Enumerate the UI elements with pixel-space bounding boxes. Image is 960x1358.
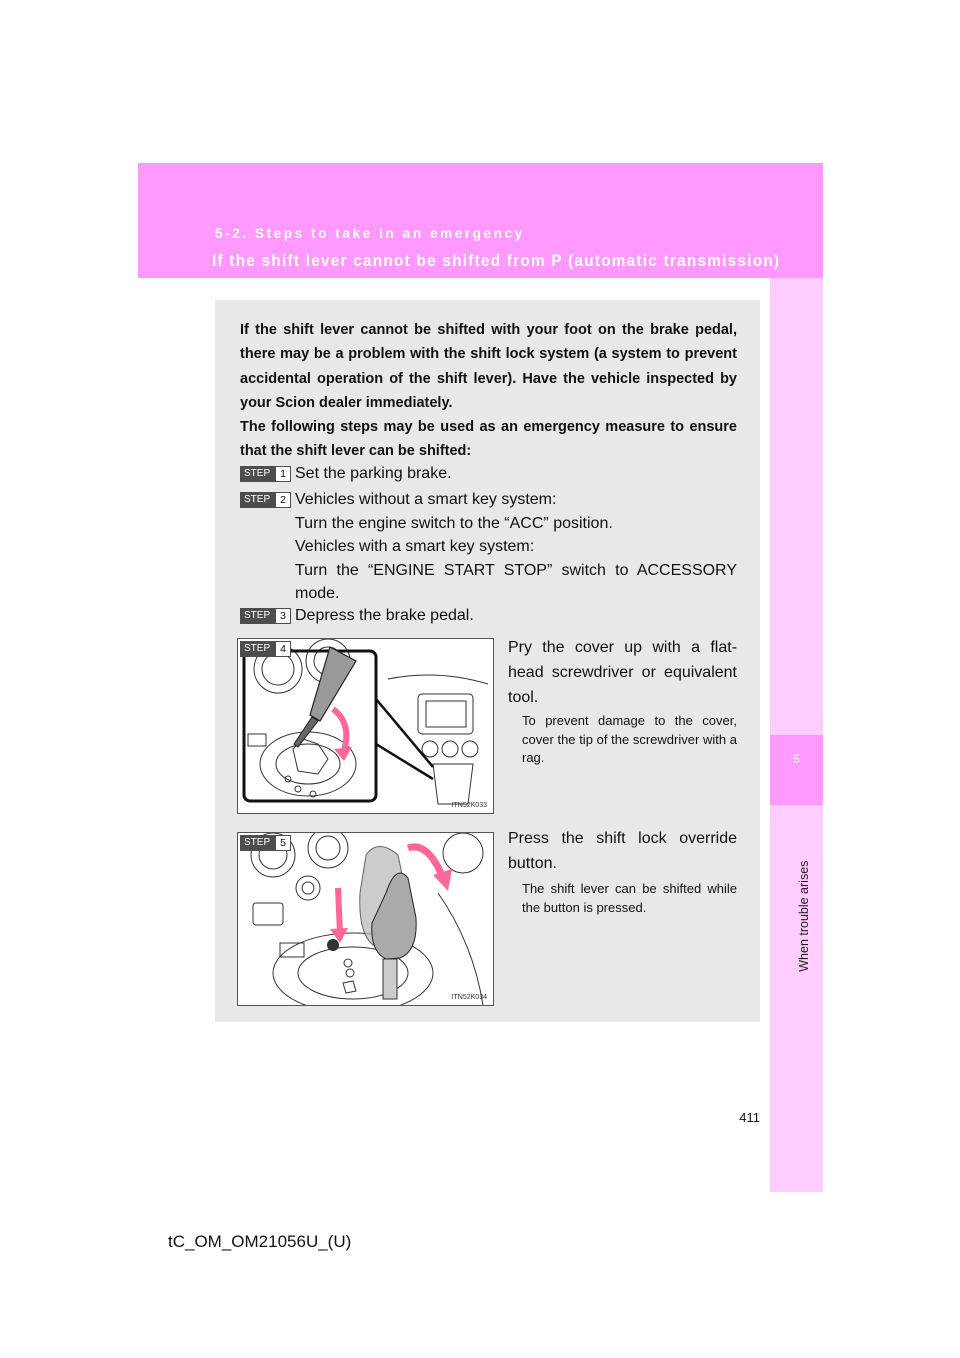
step-4-note: To prevent damage to the cover, cover the tip of the screwdriver with a rag. <box>522 713 737 765</box>
step-2-line-2: Turn the engine switch to the “ACC” position. <box>295 514 613 532</box>
step-5-note: The shift lever can be shifted while the button is pressed. <box>522 881 737 915</box>
chapter-number: 5 <box>793 752 800 766</box>
step-2-text <box>295 488 737 606</box>
press-arrow-icon <box>338 888 340 933</box>
step-2-line-4: Turn the “ENGINE START STOP” switch to ACCESSORY mode. <box>295 561 737 602</box>
figure-step-5 <box>237 832 494 1006</box>
step-badge-4: STEP 4 <box>240 641 291 657</box>
step-5-text: Press the shift lock override button. <box>508 830 737 872</box>
step-4-text: Pry the cover up with a flat-head screwdriver or equivalent tool. <box>508 639 737 706</box>
shift-direction-arrow-icon <box>408 847 443 878</box>
rotate-arrow-icon <box>333 709 346 754</box>
chapter-tab[interactable] <box>770 735 823 805</box>
intro-text <box>240 318 737 464</box>
figure-code-step-5: ITN52K034 <box>451 994 487 1001</box>
figure-step-4 <box>237 638 494 814</box>
step-2-line-3: Vehicles with a smart key system: <box>295 538 535 555</box>
step-1-text: Set the parking brake. <box>295 465 452 482</box>
shift-lock-override-illustration <box>238 833 493 1005</box>
step-badge-2: STEP 2 <box>240 492 291 508</box>
step-badge-1: STEP 1 <box>240 466 291 482</box>
step-badge-5: STEP 5 <box>240 835 291 851</box>
step-3-text: Depress the brake pedal. <box>295 607 474 624</box>
step-badge-3: STEP 3 <box>240 608 291 624</box>
page-title: If the shift lever cannot be shifted from P (automatic transmission) <box>212 251 781 270</box>
screwdriver-cover-illustration <box>238 639 493 813</box>
step-2-line-1: Vehicles without a smart key system: <box>295 491 557 508</box>
section-label: 5-2. Steps to take in an emergency <box>215 226 525 241</box>
chapter-label: When trouble arises <box>796 860 811 972</box>
figure-code-step-4: ITN52K033 <box>451 802 487 809</box>
document-code: tC_OM_OM21056U_(U) <box>168 1232 352 1251</box>
intro-paragraph-1: If the shift lever cannot be shifted with your foot on the brake pedal, there may be a problem with the shift lock system (a system to prevent accidental operation of the shift lever). Have the vehicle inspected by your Scion dealer immediately. <box>240 322 737 411</box>
page-number: 411 <box>739 1110 760 1125</box>
intro-paragraph-2: The following steps may be used as an emergency measure to ensure that the shift lever can be shifted: <box>240 419 737 460</box>
